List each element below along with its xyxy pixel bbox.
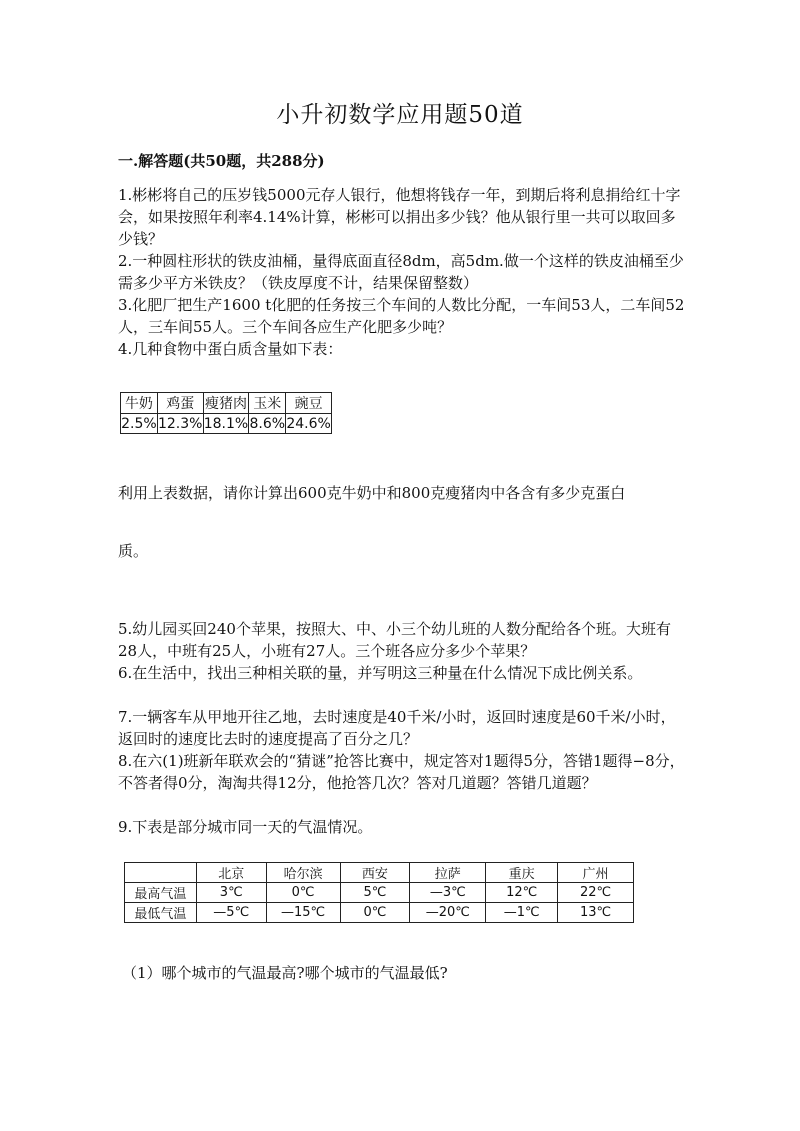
temperature-cell: —3℃ bbox=[410, 883, 486, 903]
page-title: 小升初数学应用题50道 bbox=[276, 102, 524, 128]
temperature-cell: —1℃ bbox=[486, 903, 558, 923]
food-name-cell: 牛奶 bbox=[121, 393, 158, 414]
temperature-cell: 13℃ bbox=[558, 903, 634, 923]
question-3: 3.化肥厂把生产1600 t化肥的任务按三个车间的人数比分配，一车间53人，二车间52人，三车间55人。三个车间各应生产化肥多少吨？ bbox=[118, 296, 685, 336]
row-label: 最高气温 bbox=[125, 883, 197, 903]
question-8: 8.在六(1)班新年联欢会的“猜谜”抢答比赛中，规定答对1题得5分，答错1题得−8分，不答者得0分，淘淘共得12分，他抢答几次？答对几道题？答错几道题？ bbox=[118, 752, 685, 792]
corner-cell bbox=[125, 863, 197, 883]
protein-value-cell: 2.5% bbox=[121, 415, 157, 432]
food-name-cell: 豌豆 bbox=[286, 393, 332, 414]
city-cell: 拉萨 bbox=[410, 863, 486, 883]
question-7: 7.一辆客车从甲地开往乙地，去时速度是40千米/小时，返回时速度是60千米/小时，返回时的速度比去时的速度提高了百分之几？ bbox=[118, 708, 676, 748]
protein-value-cell: 12.3% bbox=[157, 415, 203, 432]
question-4: 4.几种食物中蛋白质含量如下表： bbox=[118, 340, 343, 358]
temperature-cell: —20℃ bbox=[410, 903, 486, 923]
temperature-cell: —5℃ bbox=[196, 903, 266, 923]
city-cell: 北京 bbox=[196, 863, 266, 883]
food-name-cell: 玉米 bbox=[249, 393, 286, 414]
low-temperature-row bbox=[125, 903, 634, 923]
city-cell: 重庆 bbox=[486, 863, 558, 883]
temperature-cell: 5℃ bbox=[340, 883, 410, 903]
temperature-cell: —15℃ bbox=[266, 903, 340, 923]
temperature-cell: 0℃ bbox=[266, 883, 340, 903]
question-5: 5.幼儿园买回240个苹果，按照大、中、小三个幼儿班的人数分配给各个班。大班有28人，中班有25人，小班有27人。三个班各应分多少个苹果？ bbox=[118, 620, 671, 660]
food-name-cell: 鸡蛋 bbox=[157, 393, 203, 414]
question-6: 6.在生活中，找出三种相关联的量，并写明这三种量在什么情况下成比例关系。 bbox=[118, 664, 643, 682]
protein-value-cell: 8.6% bbox=[249, 415, 286, 432]
temperature-cell: 3℃ bbox=[196, 883, 266, 903]
question-2: 2.一种圆柱形状的铁皮油桶，量得底面直径8dm，高5dm.做一个这样的铁皮油桶至少需多少平方米铁皮？（铁皮厚度不计，结果保留整数） bbox=[118, 252, 684, 292]
city-cell: 西安 bbox=[340, 863, 410, 883]
high-temperature-row bbox=[125, 883, 634, 903]
question-4-followup: 利用上表数据，请你计算出600克牛奶中和800克瘦猪肉中各含有多少克蛋白 bbox=[118, 484, 626, 502]
question-9-sub-1: （1）哪个城市的气温最高?哪个城市的气温最低? bbox=[122, 964, 448, 982]
question-4-followup-end: 质。 bbox=[118, 542, 149, 560]
protein-value-cell: 24.6% bbox=[286, 415, 331, 432]
protein-value-cell: 18.1% bbox=[203, 415, 249, 432]
food-name-cell: 瘦猪肉 bbox=[203, 393, 249, 414]
temperature-cell: 0℃ bbox=[340, 903, 410, 923]
temperature-cell: 12℃ bbox=[486, 883, 558, 903]
city-cell: 广州 bbox=[558, 863, 634, 883]
section-header: 一.解答题(共50题，共288分) bbox=[118, 152, 325, 170]
protein-table bbox=[120, 392, 332, 434]
row-label: 最低气温 bbox=[125, 903, 197, 923]
city-cell: 哈尔滨 bbox=[266, 863, 340, 883]
temperature-header-row bbox=[125, 863, 634, 883]
question-1: 1.彬彬将自己的压岁钱5000元存人银行，他想将钱存一年，到期后将利息捐给红十字会，如果按照年利率4.14%计算，彬彬可以捐出多少钱？他从银行里一共可以取回多少钱？ bbox=[118, 186, 681, 248]
temperature-cell: 22℃ bbox=[558, 883, 634, 903]
protein-table-value-row bbox=[121, 414, 332, 434]
temperature-table bbox=[124, 862, 634, 923]
protein-table-header-row bbox=[121, 393, 332, 414]
question-9: 9.下表是部分城市同一天的气温情况。 bbox=[118, 818, 373, 836]
